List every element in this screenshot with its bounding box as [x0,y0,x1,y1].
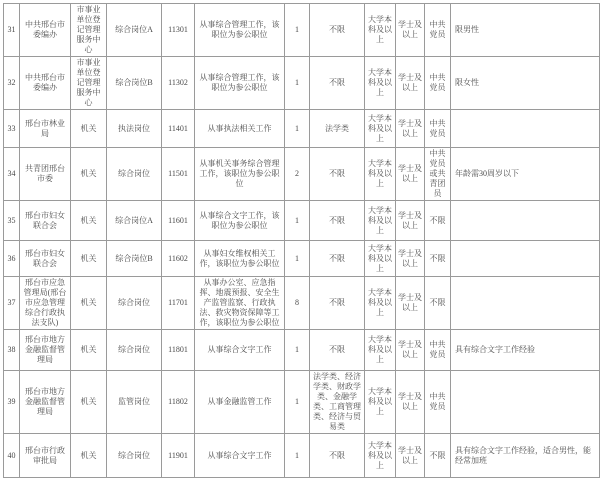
table-cell: 限女性 [451,57,600,110]
table-cell: 不限 [310,57,365,110]
table-cell: 11602 [162,241,195,277]
table-cell: 11901 [162,434,195,478]
table-cell: 机关 [71,110,107,148]
table-cell: 邢台市地方金融监督管理局 [20,330,71,371]
table-row [4,148,600,201]
table-cell: 从事综合管理工作，该职位为参公职位 [195,57,285,110]
table-cell: 1 [285,57,310,110]
table-cell: 综合岗位 [107,148,162,201]
table-cell: 邢台市应急管理局(邢台市应急管理综合行政执法支队) [20,277,71,330]
table-cell: 1 [285,4,310,57]
table-cell: 1 [285,110,310,148]
table-cell: 中共党员 [425,57,451,110]
table-cell: 年龄需30周岁以下 [451,148,600,201]
table-cell: 从事综合文字工作，该职位为参公职位 [195,201,285,241]
table-cell: 大学本科及以上 [365,371,396,434]
table-cell: 11302 [162,57,195,110]
table-cell: 从事金融监管工作 [195,371,285,434]
table-cell: 大学本科及以上 [365,434,396,478]
table-cell: 邢台市行政审批局 [20,434,71,478]
table-cell: 不限 [310,201,365,241]
table-cell: 不限 [425,434,451,478]
table-cell: 11802 [162,371,195,434]
table-row [4,330,600,371]
table-cell: 11501 [162,148,195,201]
table-cell: 11401 [162,110,195,148]
table-cell: 从事综合文字工作 [195,330,285,371]
table-cell: 不限 [310,148,365,201]
table-cell: 大学本科及以上 [365,201,396,241]
table-cell [451,371,600,434]
table-cell: 不限 [425,241,451,277]
table-cell: 邢台市林业局 [20,110,71,148]
table-cell: 从事综合管理工作，该职位为参公职位 [195,4,285,57]
table-cell [451,110,600,148]
table-cell: 邢台市妇女联合会 [20,241,71,277]
table-cell: 8 [285,277,310,330]
table-cell: 大学本科及以上 [365,330,396,371]
table-cell: 中共党员 [425,4,451,57]
table-cell: 大学本科及以上 [365,277,396,330]
table-cell: 机关 [71,371,107,434]
table-cell: 不限 [310,241,365,277]
table-cell: 市事业单位登记管理服务中心 [71,4,107,57]
table-cell: 1 [285,201,310,241]
table-cell: 1 [285,371,310,434]
table-cell: 11301 [162,4,195,57]
table-cell: 38 [4,330,20,371]
table-cell: 大学本科及以上 [365,4,396,57]
table-cell: 1 [285,241,310,277]
job-position-table [3,3,600,478]
table-cell: 33 [4,110,20,148]
table-cell: 综合岗位 [107,330,162,371]
table-cell: 机关 [71,277,107,330]
table-cell: 综合岗位 [107,434,162,478]
table-cell: 大学本科及以上 [365,110,396,148]
table-cell: 综合岗位 [107,277,162,330]
table-cell: 学士及以上 [396,434,425,478]
table-cell: 学士及以上 [396,277,425,330]
table-cell: 学士及以上 [396,4,425,57]
table-cell: 37 [4,277,20,330]
table-cell: 不限 [425,201,451,241]
table-cell: 学士及以上 [396,148,425,201]
table-cell: 学士及以上 [396,57,425,110]
table-row [4,201,600,241]
table-cell: 40 [4,434,20,478]
table-cell: 34 [4,148,20,201]
table-cell [451,277,600,330]
table-cell: 中共党员或共青团员 [425,148,451,201]
table-cell: 39 [4,371,20,434]
table-cell: 学士及以上 [396,241,425,277]
table-cell: 学士及以上 [396,330,425,371]
table-cell: 邢台市地方金融监督管理局 [20,371,71,434]
table-cell: 从事执法相关工作 [195,110,285,148]
table-cell: 1 [285,330,310,371]
table-cell: 学士及以上 [396,201,425,241]
table-cell: 机关 [71,434,107,478]
table-cell: 1 [285,434,310,478]
table-cell: 邢台市妇女联合会 [20,201,71,241]
table-cell: 从事妇女维权相关工作，该职位为参公职位 [195,241,285,277]
table-cell: 综合岗位A [107,4,162,57]
table-cell: 11701 [162,277,195,330]
table-row [4,434,600,478]
table-row [4,4,600,57]
table-cell: 法学类 [310,110,365,148]
table-cell: 大学本科及以上 [365,148,396,201]
table-cell [451,241,600,277]
table-cell: 机关 [71,148,107,201]
table-cell: 市事业单位登记管理服务中心 [71,57,107,110]
table-cell: 中共党员 [425,330,451,371]
table-cell: 综合岗位A [107,201,162,241]
table-row [4,277,600,330]
table-cell: 学士及以上 [396,110,425,148]
table-cell: 不限 [425,277,451,330]
table-cell [451,201,600,241]
table-cell: 不限 [310,277,365,330]
table-cell: 35 [4,201,20,241]
table-row [4,110,600,148]
table-cell: 大学本科及以上 [365,241,396,277]
table-row [4,241,600,277]
table-cell: 从事机关事务综合管理工作，该职位为参公职位 [195,148,285,201]
table-cell: 36 [4,241,20,277]
table-cell: 监管岗位 [107,371,162,434]
table-cell: 机关 [71,241,107,277]
table-cell: 从事办公室、应急指挥、地震预报、安全生产监管监察、行政执法、救灾物资保障等工作，该职位为参公职位 [195,277,285,330]
table-cell: 综合岗位B [107,57,162,110]
table-cell: 11801 [162,330,195,371]
table-cell: 中共邢台市委编办 [20,4,71,57]
table-cell: 32 [4,57,20,110]
table-cell: 具有综合文字工作经验 [451,330,600,371]
table-cell: 法学类、经济学类、财政学类、金融学类、工商管理类、经济与贸易类 [310,371,365,434]
table-cell: 不限 [310,4,365,57]
table-cell: 具有综合文字工作经验，适合男性，能经常加班 [451,434,600,478]
table-cell: 共青团邢台市委 [20,148,71,201]
table-cell: 2 [285,148,310,201]
table-cell: 限男性 [451,4,600,57]
table-cell: 机关 [71,201,107,241]
table-row [4,371,600,434]
table-cell: 中共党员 [425,110,451,148]
table-cell: 31 [4,4,20,57]
table-cell: 大学本科及以上 [365,57,396,110]
table-row [4,57,600,110]
table-cell: 不限 [310,330,365,371]
table-cell: 执法岗位 [107,110,162,148]
table-cell: 机关 [71,330,107,371]
table-cell: 11601 [162,201,195,241]
table-cell: 综合岗位B [107,241,162,277]
table-cell: 中共邢台市委编办 [20,57,71,110]
table-cell: 不限 [310,434,365,478]
table-cell: 从事综合文字工作 [195,434,285,478]
table-cell: 中共党员 [425,371,451,434]
job-table-body [4,4,600,478]
table-cell: 学士及以上 [396,371,425,434]
